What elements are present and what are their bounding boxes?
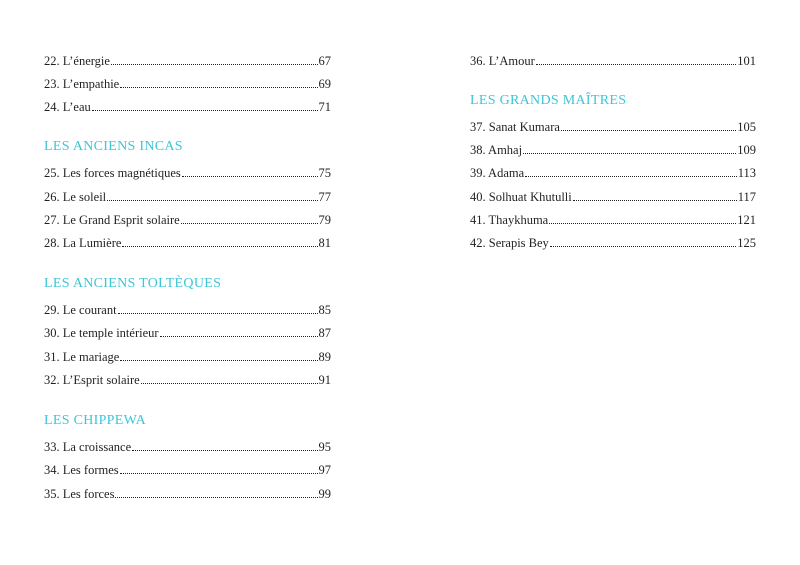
dot-leader bbox=[536, 64, 736, 65]
toc-entry bbox=[44, 369, 331, 387]
toc-entry-page: 101 bbox=[737, 54, 756, 68]
toc-entry-page: 67 bbox=[318, 54, 331, 68]
toc-entry-title: 34. Les formes bbox=[44, 463, 119, 477]
toc-entry-page: 79 bbox=[318, 213, 331, 227]
toc-entry-page: 125 bbox=[737, 236, 756, 250]
dot-leader bbox=[561, 130, 736, 131]
toc-entry bbox=[44, 459, 331, 477]
toc-entry-title: 39. Adama bbox=[470, 166, 525, 180]
toc-entry bbox=[44, 232, 331, 250]
toc-entry-page: 77 bbox=[318, 190, 331, 204]
toc-entry bbox=[44, 322, 331, 340]
toc-entry bbox=[44, 299, 331, 317]
toc-entry-title: 30. Le temple intérieur bbox=[44, 326, 159, 340]
toc-entry bbox=[470, 232, 756, 250]
dot-leader bbox=[120, 473, 318, 474]
toc-entry-title: 37. Sanat Kumara bbox=[470, 120, 560, 134]
toc-entry-page: 91 bbox=[318, 373, 331, 387]
toc-entry-title: 28. La Lumière bbox=[44, 236, 122, 250]
toc-entry-title: 40. Solhuat Khutulli bbox=[470, 190, 572, 204]
toc-entry bbox=[470, 139, 756, 157]
section-heading-chippewa: LES CHIPPEWA bbox=[44, 413, 146, 428]
section-heading-incas: LES ANCIENS INCAS bbox=[44, 139, 183, 154]
toc-entry bbox=[44, 162, 331, 180]
dot-leader bbox=[523, 153, 736, 154]
dot-leader bbox=[160, 336, 318, 337]
toc-entry-page: 75 bbox=[318, 166, 331, 180]
toc-entry-page: 71 bbox=[318, 100, 331, 114]
toc-entry bbox=[470, 50, 756, 68]
toc-entry-page: 69 bbox=[318, 77, 331, 91]
toc-entry bbox=[470, 186, 756, 204]
toc-entry-page: 87 bbox=[318, 326, 331, 340]
toc-entry-page: 105 bbox=[737, 120, 756, 134]
toc-entry-page: 95 bbox=[318, 440, 331, 454]
dot-leader bbox=[181, 223, 318, 224]
toc-entry-page: 81 bbox=[318, 236, 331, 250]
toc-entry-title: 26. Le soleil bbox=[44, 190, 107, 204]
toc-entry-title: 42. Serapis Bey bbox=[470, 236, 549, 250]
toc-entry-page: 117 bbox=[737, 190, 756, 204]
section-heading-masters: LES GRANDS MAÎTRES bbox=[470, 93, 627, 108]
dot-leader bbox=[92, 110, 318, 111]
dot-leader bbox=[111, 64, 318, 65]
dot-leader bbox=[120, 87, 317, 88]
dot-leader bbox=[525, 176, 737, 177]
toc-entry bbox=[470, 162, 756, 180]
toc-entry bbox=[44, 483, 331, 501]
toc-entry-page: 109 bbox=[737, 143, 756, 157]
dot-leader bbox=[115, 497, 317, 498]
toc-entry-title: 36. L’Amour bbox=[470, 54, 535, 68]
toc-entry-page: 99 bbox=[318, 487, 331, 501]
toc-entry bbox=[44, 436, 331, 454]
toc-entry-title: 33. La croissance bbox=[44, 440, 132, 454]
toc-entry-title: 24. L’eau bbox=[44, 100, 91, 114]
toc-entry-title: 38. Amhaj bbox=[470, 143, 523, 157]
dot-leader bbox=[550, 246, 736, 247]
dot-leader bbox=[182, 176, 318, 177]
toc-entry bbox=[44, 346, 331, 364]
toc-entry-title: 41. Thaykhuma bbox=[470, 213, 549, 227]
dot-leader bbox=[549, 223, 736, 224]
dot-leader bbox=[573, 200, 737, 201]
section-heading-toltecs: LES ANCIENS TOLTÈQUES bbox=[44, 276, 222, 291]
toc-entry-page: 97 bbox=[318, 463, 331, 477]
toc-entry-page: 89 bbox=[318, 350, 331, 364]
toc-entry bbox=[44, 186, 331, 204]
toc-entry-title: 25. Les forces magnétiques bbox=[44, 166, 181, 180]
toc-entry bbox=[470, 116, 756, 134]
toc-entry-page: 113 bbox=[737, 166, 756, 180]
toc-entry-title: 31. Le mariage bbox=[44, 350, 120, 364]
dot-leader bbox=[120, 360, 317, 361]
toc-entry-title: 32. L’Esprit solaire bbox=[44, 373, 140, 387]
toc-entry-title: 27. Le Grand Esprit solaire bbox=[44, 213, 180, 227]
toc-entry-title: 35. Les forces bbox=[44, 487, 115, 501]
toc-entry bbox=[470, 209, 756, 227]
toc-entry-title: 23. L’empathie bbox=[44, 77, 120, 91]
toc-entry bbox=[44, 50, 331, 68]
dot-leader bbox=[107, 200, 317, 201]
toc-entry-page: 121 bbox=[737, 213, 756, 227]
toc-entry-title: 29. Le courant bbox=[44, 303, 117, 317]
dot-leader bbox=[132, 450, 317, 451]
toc-entry bbox=[44, 73, 331, 91]
toc-entry-title: 22. L’énergie bbox=[44, 54, 110, 68]
toc-entry bbox=[44, 209, 331, 227]
dot-leader bbox=[141, 383, 318, 384]
toc-entry bbox=[44, 96, 331, 114]
dot-leader bbox=[122, 246, 317, 247]
dot-leader bbox=[118, 313, 318, 314]
toc-entry-page: 85 bbox=[318, 303, 331, 317]
